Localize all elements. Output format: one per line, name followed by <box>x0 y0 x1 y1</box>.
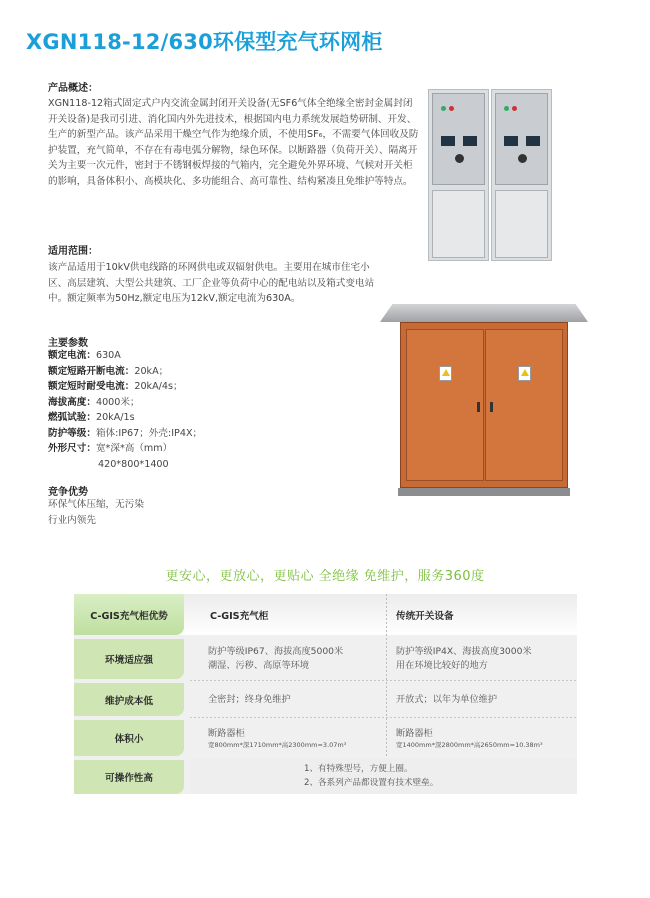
row-label: 环境适应强 <box>74 639 184 679</box>
table-cell: 全密封；终身免维护 <box>208 693 291 705</box>
param-row: 额定电流：630A <box>48 350 121 361</box>
table-header-traditional: 传统开关设备 <box>396 610 454 622</box>
table-cell: 1、有特殊型号，方便上圈。 2、各系列产品都设置有技术壁垒。 <box>190 758 577 794</box>
scope-text: 该产品适用于10kV供电线路的环网供电或双辐射供电。主要用在城市住宅小区、高层建筑、大型公共建筑、工厂企业等负荷中心的配电站以及箱式变电站中。额定频率为50Hz,额定电压为12kV,额定电流为630A。 <box>48 262 375 304</box>
warning-sign-icon <box>439 366 452 381</box>
table-cell: 开放式；以年为单位维护 <box>396 693 498 705</box>
gray-cabinet-image <box>428 89 552 261</box>
slogan: 更安心，更放心，更贴心 全绝缘 免维护，服务360度 <box>165 569 485 584</box>
column-divider <box>386 594 387 756</box>
warning-sign-icon <box>518 366 531 381</box>
row-label: 维护成本低 <box>74 683 184 716</box>
row-divider <box>190 717 577 718</box>
row-label: 可操作性高 <box>74 760 184 794</box>
table-header-cgis: C-GIS充气柜 <box>210 610 269 622</box>
params-heading: 主要参数 <box>48 338 88 349</box>
overview-text: XGN118-12箱式固定式户内交流金属封闭开关设备(无SF6气体全绝缘全密封金属封闭开关设备)是我司引进、消化国内外先进技术，根据国内电力系统发展趋势研制、开发、生产的新型产品。该产品采用干燥空气作为绝缘介质，不使用SF₆，不需要气体回收及防护装置，充气简单，不存在有毒电弧分解物，绿色环保。以断路器（负荷开关）、隔离开关为主要一次元件，密封于不锈钢板焊接的气箱内，完全避免外界环境、气候对开关柜的影响，具备体积小、高模块化、多功能组合、高可靠性、结构紧凑且免维护等特点。 <box>48 98 419 187</box>
row-label: 体积小 <box>74 720 184 756</box>
param-row: 额定短路开断电流：20kA； <box>48 365 169 377</box>
cabinet-unit <box>428 89 489 261</box>
param-size-value: 420*800*1400 <box>98 458 169 470</box>
table-cell: 断路器柜 宽1400mm*深2800mm*高2650mm=10.38m³ <box>396 727 543 749</box>
row-divider <box>190 680 577 681</box>
scope-heading: 适用范围： <box>48 246 98 257</box>
advantage-heading: 竞争优势 <box>48 487 88 498</box>
table-header-label: C-GIS充气柜优势 <box>74 594 184 635</box>
param-row: 外形尺寸：宽*深*高（mm） <box>48 443 173 454</box>
param-row: 额定短时耐受电流：20kA/4s； <box>48 381 183 392</box>
cabinet-unit <box>491 89 552 261</box>
overview-heading: 产品概述： <box>48 83 98 94</box>
param-row: 海拔高度：4000米； <box>48 396 140 408</box>
param-row: 燃弧试验：20kA/1s <box>48 412 135 423</box>
table-cell: 防护等级IP4X、海拔高度3000米 用在环境比较好的地方 <box>396 646 532 671</box>
params-list <box>48 348 202 472</box>
comparison-table <box>74 594 577 794</box>
advantage-line: 环保气体压缩，无污染 <box>48 499 144 510</box>
table-cell: 防护等级IP67、海拔高度5000米 潮湿、污秽、高原等环境 <box>208 646 344 671</box>
advantage-list <box>48 497 144 528</box>
advantage-line: 行业内领先 <box>48 514 96 526</box>
param-row: 防护等级：箱体:IP67；外壳:IP4X； <box>48 427 203 439</box>
page-title: XGN118-12/630环保型充气环网柜 <box>26 30 383 54</box>
table-cell: 断路器柜 宽800mm*深1710mm*高2300mm=3.07m³ <box>208 727 347 749</box>
orange-cabinet-image <box>380 304 588 496</box>
